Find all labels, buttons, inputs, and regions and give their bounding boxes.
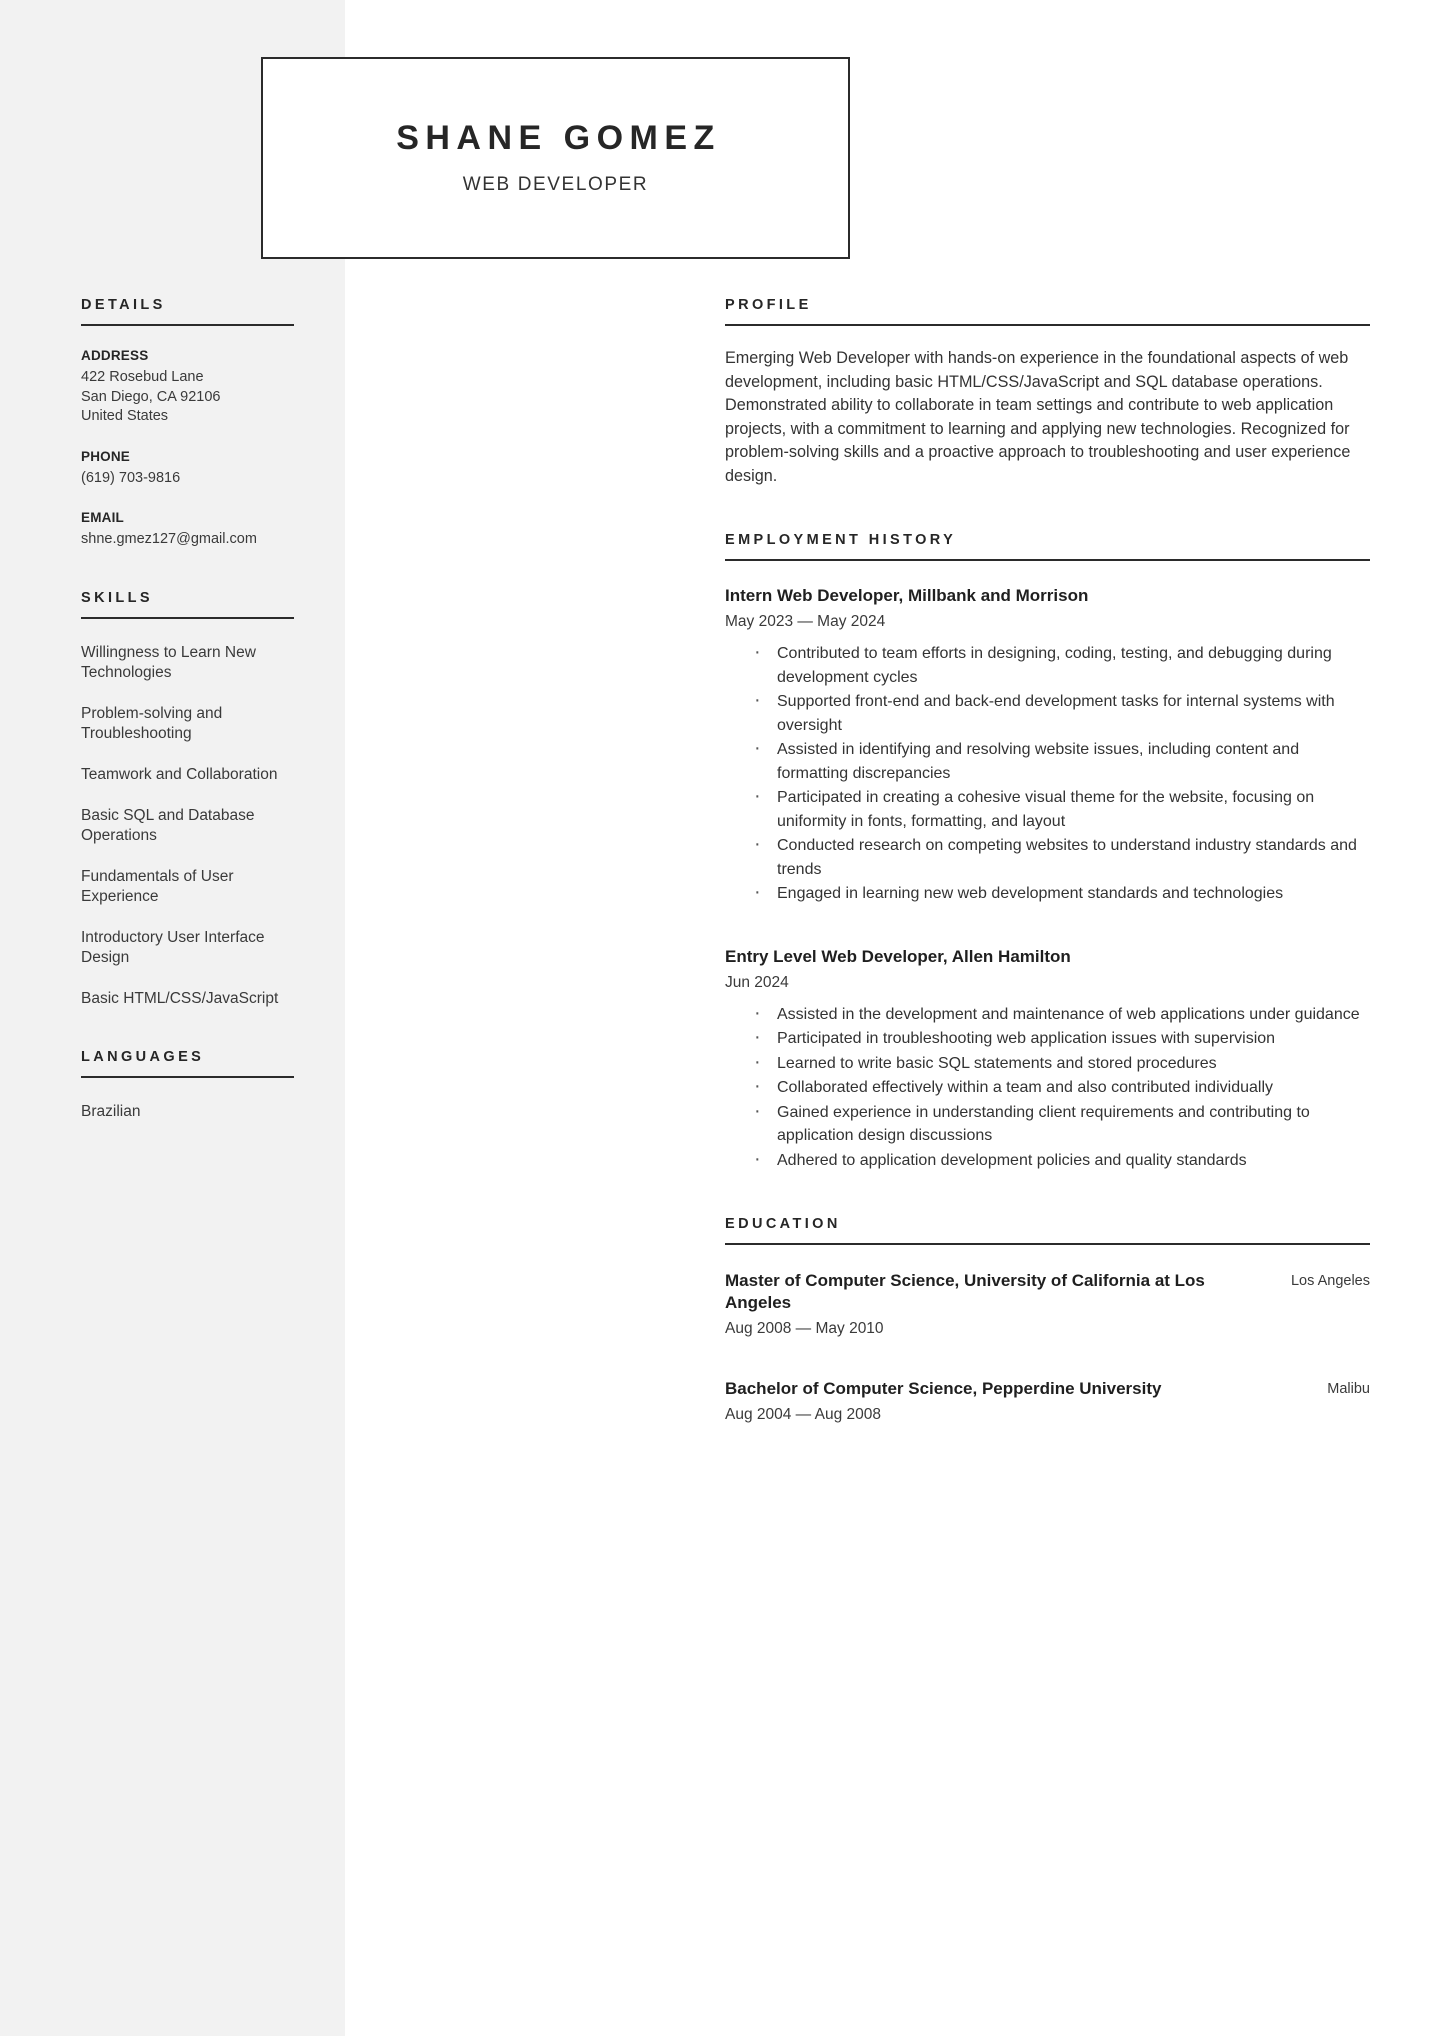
education-dates: Aug 2004 — Aug 2008	[725, 1406, 881, 1423]
education-section	[725, 1216, 1370, 1424]
skill-item: Basic SQL and Database Operations	[81, 806, 255, 844]
languages-heading: LANGUAGES	[81, 1048, 205, 1065]
address-group	[81, 348, 295, 427]
skill-item: Teamwork and Collaboration	[81, 765, 278, 783]
job-bullet: · Assisted in identifying and resolving website issues, including content and formatting discrepancies	[752, 738, 1370, 785]
job-title: Entry Level Web Developer, Allen Hamilton	[725, 946, 1071, 966]
skill-item: Basic HTML/CSS/JavaScript	[81, 989, 279, 1007]
languages-section	[81, 1049, 295, 1122]
profile-section	[725, 297, 1370, 488]
education-heading: EDUCATION	[725, 1216, 841, 1232]
employment-section	[725, 532, 1370, 1172]
phone-label: PHONE	[81, 448, 131, 464]
education-entry	[725, 1378, 1370, 1424]
skill-item: Problem-solving and Troubleshooting	[81, 704, 223, 742]
skill-item: Willingness to Learn New Technologies	[81, 643, 256, 681]
email-label: EMAIL	[81, 510, 124, 525]
job-bullet: · Participated in troubleshooting web application issues with supervision	[752, 1027, 1370, 1051]
employment-rule	[725, 559, 1370, 561]
profile-text: Emerging Web Developer with hands-on experience in the foundational aspects of web development, including basic HTML/CSS/JavaScript and SQL database operations. Demonstrated ability to collaborate in team settings and contribute to web application projects, with a commitment to learning and applying new technologies. Recognized for problem-solving skills and a proactive approach to troubleshooting and user experience design.	[725, 349, 1351, 485]
header-name-box	[261, 57, 850, 259]
skill-item: Introductory User Interface Design	[81, 928, 265, 966]
education-title: Bachelor of Computer Science, Pepperdine University	[725, 1379, 1162, 1398]
job-entry	[725, 946, 1370, 1173]
phone-group	[81, 449, 295, 489]
job-bullets	[725, 1003, 1370, 1173]
employment-heading: EMPLOYMENT HISTORY	[725, 532, 957, 548]
address-label: ADDRESS	[81, 348, 149, 363]
phone-value: (619) 703-9816	[81, 469, 181, 486]
languages-rule	[81, 1076, 294, 1078]
job-bullet: · Conducted research on competing websites to understand industry standards and trends	[752, 834, 1370, 881]
job-entry	[725, 585, 1370, 906]
education-rule	[725, 1243, 1370, 1245]
education-title: Master of Computer Science, University of California at Los Angeles	[725, 1271, 1205, 1312]
details-heading: DETAILS	[81, 297, 166, 313]
email-value: shne.gmez127@gmail.com	[81, 531, 257, 547]
header-job-title: WEB DEVELOPER	[462, 174, 649, 196]
details-rule	[81, 324, 294, 326]
job-bullet: · Assisted in the development and maintenance of web applications under guidance	[752, 1003, 1370, 1027]
job-bullet: · Participated in creating a cohesive visual theme for the website, focusing on uniformity in fonts, formatting, and layout	[752, 786, 1370, 833]
skill-item: Fundamentals of User Experience	[81, 867, 234, 905]
skills-heading: SKILLS	[81, 589, 153, 606]
skills-section	[81, 590, 295, 1009]
job-bullet: · Contributed to team efforts in designing, coding, testing, and debugging during development cycles	[752, 642, 1370, 689]
skills-rule	[81, 617, 294, 619]
languages-list	[81, 1102, 295, 1122]
profile-rule	[725, 324, 1370, 326]
education-location: Malibu	[1327, 1381, 1370, 1397]
job-title: Intern Web Developer, Millbank and Morrison	[725, 586, 1089, 605]
job-dates: May 2023 — May 2024	[725, 613, 886, 630]
job-bullet: · Adhered to application development policies and quality standards	[752, 1149, 1370, 1173]
job-bullet: · Supported front-end and back-end development tasks for internal systems with oversight	[752, 690, 1370, 737]
job-dates: Jun 2024	[725, 973, 789, 991]
profile-heading: PROFILE	[725, 297, 812, 313]
job-bullet: · Collaborated effectively within a team and also contributed individually	[752, 1076, 1370, 1100]
email-group	[81, 510, 295, 550]
job-bullet: · Engaged in learning new web development standards and technologies	[752, 882, 1370, 906]
job-bullet: · Gained experience in understanding client requirements and contributing to application design discussions	[752, 1101, 1370, 1148]
education-entry	[725, 1270, 1370, 1338]
education-dates: Aug 2008 — May 2010	[725, 1320, 884, 1337]
job-bullets	[725, 642, 1370, 906]
address-line-3: United States	[81, 408, 169, 424]
education-location: Los Angeles	[1290, 1273, 1370, 1289]
details-section	[81, 297, 295, 550]
job-bullet: · Learned to write basic SQL statements and stored procedures	[752, 1052, 1370, 1076]
language-item: Brazilian	[81, 1102, 141, 1120]
address-line-2: San Diego, CA 92106	[81, 388, 221, 405]
skills-list	[81, 643, 295, 1009]
page-title: SHANE GOMEZ	[396, 118, 721, 157]
address-line-1: 422 Rosebud Lane	[81, 369, 204, 385]
